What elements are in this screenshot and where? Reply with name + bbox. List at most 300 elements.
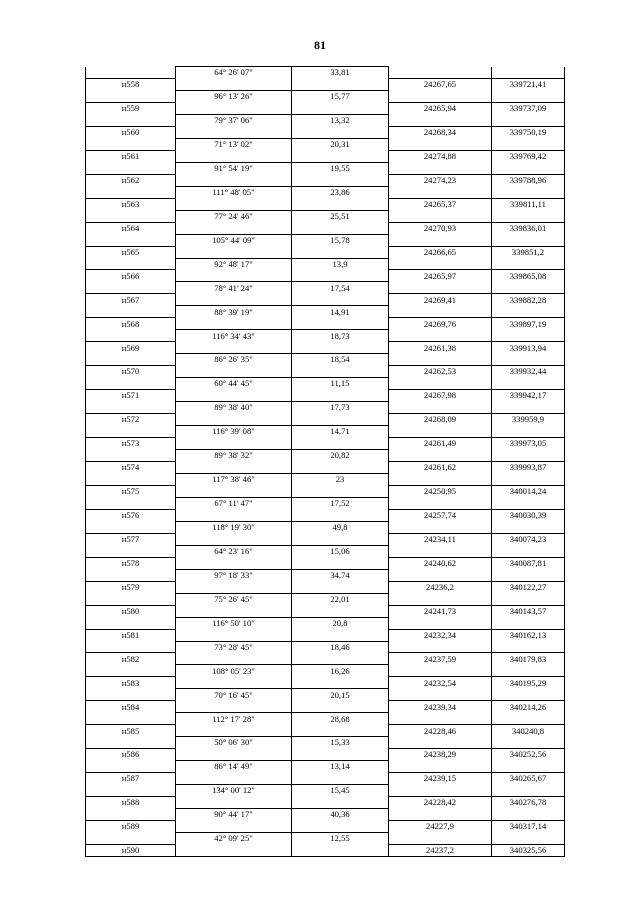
direction-angle-cell: 77° 24' 46" (176, 210, 292, 222)
distance-cell: 15,77 (292, 90, 389, 102)
direction-angle-cell (176, 294, 292, 306)
point-name-cell (86, 402, 176, 414)
point-row (86, 509, 565, 521)
direction-angle-cell: 64° 26' 07" (176, 67, 292, 79)
distance-cell: 23 (292, 473, 389, 485)
x-coordinate-cell: 24227,9 (389, 821, 492, 833)
y-coordinate-cell: 339811,11 (492, 198, 565, 210)
y-coordinate-cell (492, 210, 565, 222)
distance-cell: 28,68 (292, 713, 389, 725)
y-coordinate-cell (492, 330, 565, 342)
point-name-cell: н567 (86, 294, 176, 306)
direction-angle-cell (176, 557, 292, 569)
distance-cell (292, 461, 389, 473)
point-name-cell (86, 689, 176, 701)
direction-angle-cell (176, 844, 292, 856)
point-name-cell: н580 (86, 605, 176, 617)
direction-angle-cell (176, 605, 292, 617)
y-coordinate-cell: 340276,78 (492, 797, 565, 809)
y-coordinate-cell (492, 497, 565, 509)
point-name-cell (86, 282, 176, 294)
y-coordinate-cell: 339769,42 (492, 150, 565, 162)
x-coordinate-cell (389, 162, 492, 174)
distance-cell: 15,06 (292, 545, 389, 557)
distance-cell (292, 821, 389, 833)
x-coordinate-cell: 24261,49 (389, 438, 492, 450)
direction-angle-cell: 117° 38' 46" (176, 473, 292, 485)
segment-row (86, 306, 565, 318)
distance-cell: 15,45 (292, 785, 389, 797)
direction-angle-cell: 116° 34' 43" (176, 330, 292, 342)
segment-row (86, 402, 565, 414)
point-row (86, 581, 565, 593)
distance-cell (292, 414, 389, 426)
y-coordinate-cell: 339851,2 (492, 246, 565, 258)
direction-angle-cell: 112° 17' 28" (176, 713, 292, 725)
direction-angle-cell: 134° 00' 12" (176, 785, 292, 797)
point-name-cell (86, 234, 176, 246)
direction-angle-cell (176, 246, 292, 258)
direction-angle-cell: 71° 13' 02" (176, 138, 292, 150)
distance-cell (292, 222, 389, 234)
point-name-cell (86, 785, 176, 797)
y-coordinate-cell (492, 737, 565, 749)
y-coordinate-cell (492, 114, 565, 126)
point-row (86, 605, 565, 617)
distance-cell: 34,74 (292, 569, 389, 581)
point-row (86, 270, 565, 282)
point-row (86, 78, 565, 90)
point-name-cell (86, 833, 176, 845)
x-coordinate-cell: 24234,11 (389, 533, 492, 545)
segment-row (86, 761, 565, 773)
y-coordinate-cell: 340214,26 (492, 701, 565, 713)
segment-row (86, 617, 565, 629)
distance-cell (292, 246, 389, 258)
distance-cell: 14,91 (292, 306, 389, 318)
point-name-cell (86, 210, 176, 222)
direction-angle-cell (176, 701, 292, 713)
direction-angle-cell: 86° 14' 49" (176, 761, 292, 773)
x-coordinate-cell (389, 90, 492, 102)
point-name-cell: н570 (86, 366, 176, 378)
y-coordinate-cell (492, 186, 565, 198)
segment-row (86, 473, 565, 485)
x-coordinate-cell: 24228,42 (389, 797, 492, 809)
segment-row (86, 497, 565, 509)
x-coordinate-cell (389, 809, 492, 821)
x-coordinate-cell (389, 617, 492, 629)
y-coordinate-cell: 340195,29 (492, 677, 565, 689)
segment-row (86, 713, 565, 725)
distance-cell (292, 773, 389, 785)
y-coordinate-cell: 339750,19 (492, 126, 565, 138)
x-coordinate-cell: 24250,95 (389, 485, 492, 497)
y-coordinate-cell: 340162,13 (492, 629, 565, 641)
y-coordinate-cell (492, 67, 565, 79)
point-name-cell: н560 (86, 126, 176, 138)
distance-cell (292, 102, 389, 114)
y-coordinate-cell (492, 234, 565, 246)
x-coordinate-cell: 24268,09 (389, 414, 492, 426)
y-coordinate-cell (492, 761, 565, 773)
point-name-cell (86, 809, 176, 821)
y-coordinate-cell: 340252,56 (492, 749, 565, 761)
point-row (86, 198, 565, 210)
y-coordinate-cell (492, 138, 565, 150)
point-name-cell (86, 67, 176, 79)
distance-cell: 19,55 (292, 162, 389, 174)
direction-angle-cell (176, 581, 292, 593)
x-coordinate-cell: 24237,2 (389, 844, 492, 856)
x-coordinate-cell (389, 67, 492, 79)
point-name-cell: н571 (86, 390, 176, 402)
direction-angle-cell (176, 342, 292, 354)
x-coordinate-cell (389, 593, 492, 605)
point-name-cell: н559 (86, 102, 176, 114)
distance-cell: 49,8 (292, 521, 389, 533)
segment-row (86, 378, 565, 390)
point-row (86, 653, 565, 665)
y-coordinate-cell (492, 713, 565, 725)
distance-cell: 17,52 (292, 497, 389, 509)
point-row (86, 701, 565, 713)
distance-cell: 17,73 (292, 402, 389, 414)
y-coordinate-cell: 340143,57 (492, 605, 565, 617)
x-coordinate-cell (389, 833, 492, 845)
distance-cell: 13,9 (292, 258, 389, 270)
distance-cell (292, 342, 389, 354)
segment-row (86, 114, 565, 126)
segment-row (86, 665, 565, 677)
direction-angle-cell (176, 438, 292, 450)
segment-row (86, 186, 565, 198)
distance-cell: 18,46 (292, 641, 389, 653)
point-name-cell: н583 (86, 677, 176, 689)
point-name-cell (86, 138, 176, 150)
point-row (86, 844, 565, 856)
x-coordinate-cell (389, 761, 492, 773)
y-coordinate-cell: 339721,41 (492, 78, 565, 90)
x-coordinate-cell (389, 234, 492, 246)
point-row (86, 366, 565, 378)
y-coordinate-cell: 339788,96 (492, 174, 565, 186)
segment-row (86, 809, 565, 821)
segment-row (86, 569, 565, 581)
point-name-cell: н578 (86, 557, 176, 569)
point-row (86, 773, 565, 785)
direction-angle-cell (176, 821, 292, 833)
point-name-cell (86, 473, 176, 485)
point-row (86, 557, 565, 569)
point-row (86, 485, 565, 497)
x-coordinate-cell: 24261,38 (389, 342, 492, 354)
x-coordinate-cell (389, 186, 492, 198)
point-row (86, 414, 565, 426)
x-coordinate-cell: 24270,93 (389, 222, 492, 234)
x-coordinate-cell: 24240,62 (389, 557, 492, 569)
distance-cell (292, 150, 389, 162)
segment-row (86, 330, 565, 342)
y-coordinate-cell (492, 378, 565, 390)
segment-row (86, 234, 565, 246)
direction-angle-cell: 108° 05' 23" (176, 665, 292, 677)
distance-cell: 18,73 (292, 330, 389, 342)
y-coordinate-cell (492, 593, 565, 605)
distance-cell (292, 749, 389, 761)
point-row (86, 294, 565, 306)
segment-row (86, 521, 565, 533)
y-coordinate-cell: 340030,39 (492, 509, 565, 521)
y-coordinate-cell (492, 473, 565, 485)
segment-row (86, 545, 565, 557)
x-coordinate-cell (389, 497, 492, 509)
segment-row (86, 67, 565, 79)
distance-cell: 11,15 (292, 378, 389, 390)
distance-cell (292, 844, 389, 856)
distance-cell: 20,8 (292, 617, 389, 629)
point-name-cell: н588 (86, 797, 176, 809)
point-row (86, 126, 565, 138)
point-name-cell: н575 (86, 485, 176, 497)
point-name-cell (86, 306, 176, 318)
y-coordinate-cell (492, 450, 565, 462)
segment-row (86, 450, 565, 462)
point-row (86, 174, 565, 186)
point-row (86, 102, 565, 114)
distance-cell (292, 797, 389, 809)
point-name-cell: н565 (86, 246, 176, 258)
segment-row (86, 785, 565, 797)
distance-cell: 13,32 (292, 114, 389, 126)
direction-angle-cell (176, 126, 292, 138)
point-name-cell (86, 258, 176, 270)
y-coordinate-cell: 339932,44 (492, 366, 565, 378)
x-coordinate-cell (389, 426, 492, 438)
distance-cell (292, 605, 389, 617)
x-coordinate-cell (389, 210, 492, 222)
point-name-cell: н564 (86, 222, 176, 234)
direction-angle-cell (176, 725, 292, 737)
direction-angle-cell (176, 461, 292, 473)
direction-angle-cell (176, 390, 292, 402)
point-name-cell (86, 354, 176, 366)
direction-angle-cell: 111° 48' 05" (176, 186, 292, 198)
distance-cell (292, 533, 389, 545)
distance-cell (292, 725, 389, 737)
x-coordinate-cell (389, 521, 492, 533)
point-name-cell: н573 (86, 438, 176, 450)
point-name-cell (86, 545, 176, 557)
direction-angle-cell (176, 174, 292, 186)
y-coordinate-cell (492, 569, 565, 581)
point-name-cell: н586 (86, 749, 176, 761)
direction-angle-cell: 60° 44' 45" (176, 378, 292, 390)
y-coordinate-cell (492, 402, 565, 414)
point-name-cell: н585 (86, 725, 176, 737)
x-coordinate-cell (389, 689, 492, 701)
x-coordinate-cell (389, 378, 492, 390)
distance-cell: 33,81 (292, 67, 389, 79)
point-row (86, 677, 565, 689)
point-row (86, 390, 565, 402)
point-name-cell: н566 (86, 270, 176, 282)
direction-angle-cell: 86° 26' 35" (176, 354, 292, 366)
x-coordinate-cell: 24236,2 (389, 581, 492, 593)
segment-row (86, 641, 565, 653)
direction-angle-cell: 118° 19' 30" (176, 521, 292, 533)
point-name-cell (86, 617, 176, 629)
direction-angle-cell: 105° 44' 09" (176, 234, 292, 246)
point-name-cell: н569 (86, 342, 176, 354)
direction-angle-cell (176, 533, 292, 545)
x-coordinate-cell (389, 354, 492, 366)
y-coordinate-cell (492, 785, 565, 797)
x-coordinate-cell: 24267,65 (389, 78, 492, 90)
point-name-cell: н568 (86, 318, 176, 330)
direction-angle-cell: 67° 11' 47" (176, 497, 292, 509)
point-row (86, 318, 565, 330)
segment-row (86, 138, 565, 150)
point-name-cell: н581 (86, 629, 176, 641)
x-coordinate-cell (389, 258, 492, 270)
y-coordinate-cell (492, 689, 565, 701)
y-coordinate-cell: 340014,24 (492, 485, 565, 497)
distance-cell: 18,54 (292, 354, 389, 366)
y-coordinate-cell: 339737,09 (492, 102, 565, 114)
x-coordinate-cell: 24266,65 (389, 246, 492, 258)
x-coordinate-cell: 24274,88 (389, 150, 492, 162)
point-name-cell (86, 114, 176, 126)
x-coordinate-cell: 24232,34 (389, 629, 492, 641)
y-coordinate-cell: 339942,17 (492, 390, 565, 402)
point-name-cell (86, 761, 176, 773)
direction-angle-cell (176, 222, 292, 234)
point-name-cell: н563 (86, 198, 176, 210)
direction-angle-cell: 116° 50' 10" (176, 617, 292, 629)
segment-row (86, 90, 565, 102)
x-coordinate-cell: 24265,37 (389, 198, 492, 210)
distance-cell (292, 294, 389, 306)
y-coordinate-cell: 340122,27 (492, 581, 565, 593)
direction-angle-cell: 64° 23' 16" (176, 545, 292, 557)
point-name-cell: н576 (86, 509, 176, 521)
point-row (86, 438, 565, 450)
x-coordinate-cell: 24267,98 (389, 390, 492, 402)
distance-cell (292, 653, 389, 665)
point-name-cell (86, 521, 176, 533)
point-row (86, 725, 565, 737)
point-name-cell (86, 593, 176, 605)
y-coordinate-cell: 340317,14 (492, 821, 565, 833)
y-coordinate-cell: 340265,67 (492, 773, 565, 785)
x-coordinate-cell: 24268,34 (389, 126, 492, 138)
distance-cell: 20,82 (292, 450, 389, 462)
y-coordinate-cell: 339836,01 (492, 222, 565, 234)
point-row (86, 821, 565, 833)
segment-row (86, 593, 565, 605)
direction-angle-cell: 73° 28' 45" (176, 641, 292, 653)
direction-angle-cell (176, 270, 292, 282)
distance-cell: 40,36 (292, 809, 389, 821)
point-name-cell: н558 (86, 78, 176, 90)
direction-angle-cell: 89° 38' 32" (176, 450, 292, 462)
direction-angle-cell (176, 198, 292, 210)
y-coordinate-cell: 340074,23 (492, 533, 565, 545)
direction-angle-cell (176, 102, 292, 114)
point-name-cell (86, 90, 176, 102)
direction-angle-cell: 92° 48' 17" (176, 258, 292, 270)
distance-cell: 16,26 (292, 665, 389, 677)
x-coordinate-cell: 24274,23 (389, 174, 492, 186)
point-name-cell (86, 569, 176, 581)
direction-angle-cell (176, 653, 292, 665)
distance-cell (292, 390, 389, 402)
point-row (86, 342, 565, 354)
x-coordinate-cell: 24239,15 (389, 773, 492, 785)
segment-row (86, 282, 565, 294)
point-name-cell (86, 665, 176, 677)
x-coordinate-cell (389, 569, 492, 581)
distance-cell (292, 677, 389, 689)
x-coordinate-cell (389, 473, 492, 485)
y-coordinate-cell (492, 258, 565, 270)
distance-cell: 13,14 (292, 761, 389, 773)
page-number: 81 (314, 38, 326, 52)
y-coordinate-cell (492, 426, 565, 438)
segment-row (86, 210, 565, 222)
y-coordinate-cell: 339913,94 (492, 342, 565, 354)
x-coordinate-cell (389, 282, 492, 294)
point-row (86, 749, 565, 761)
segment-row (86, 689, 565, 701)
point-name-cell: н574 (86, 461, 176, 473)
direction-angle-cell (176, 677, 292, 689)
x-coordinate-cell (389, 306, 492, 318)
point-row (86, 246, 565, 258)
direction-angle-cell: 42° 09' 25" (176, 833, 292, 845)
y-coordinate-cell (492, 162, 565, 174)
point-name-cell (86, 162, 176, 174)
y-coordinate-cell (492, 545, 565, 557)
point-row (86, 533, 565, 545)
x-coordinate-cell: 24238,29 (389, 749, 492, 761)
point-name-cell: н589 (86, 821, 176, 833)
x-coordinate-cell: 24228,46 (389, 725, 492, 737)
direction-angle-cell: 79° 37' 06" (176, 114, 292, 126)
direction-angle-cell: 78° 41' 24" (176, 282, 292, 294)
direction-angle-cell (176, 629, 292, 641)
y-coordinate-cell (492, 354, 565, 366)
x-coordinate-cell: 24265,97 (389, 270, 492, 282)
point-row (86, 629, 565, 641)
segment-row (86, 426, 565, 438)
distance-cell (292, 581, 389, 593)
direction-angle-cell (176, 509, 292, 521)
y-coordinate-cell (492, 833, 565, 845)
x-coordinate-cell (389, 785, 492, 797)
y-coordinate-cell (492, 809, 565, 821)
direction-angle-cell (176, 414, 292, 426)
point-name-cell (86, 378, 176, 390)
direction-angle-cell (176, 797, 292, 809)
direction-angle-cell: 50° 06' 30" (176, 737, 292, 749)
y-coordinate-cell (492, 90, 565, 102)
y-coordinate-cell (492, 641, 565, 653)
distance-cell (292, 557, 389, 569)
x-coordinate-cell: 24269,76 (389, 318, 492, 330)
segment-row (86, 737, 565, 749)
